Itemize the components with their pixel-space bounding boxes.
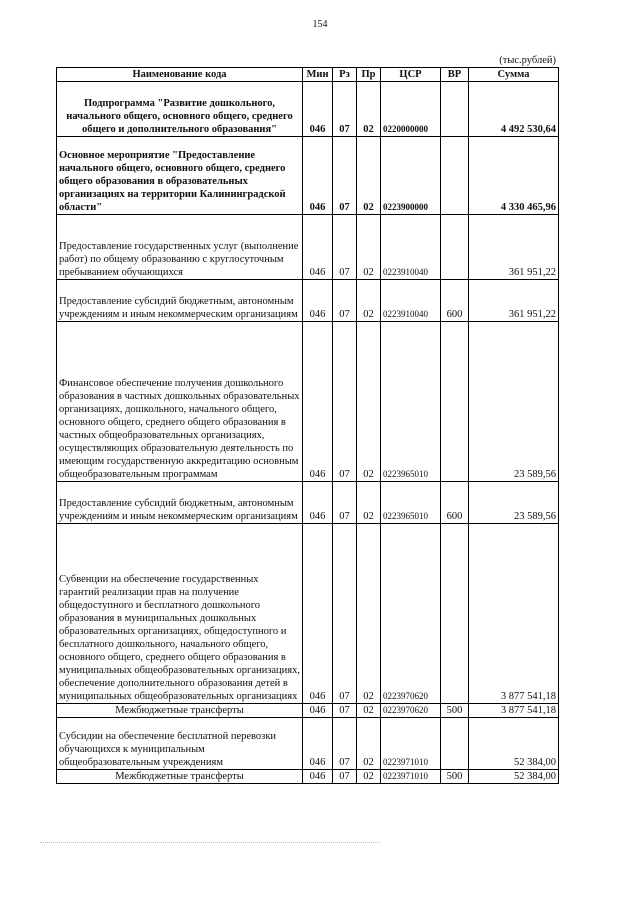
row-min: 046 <box>303 215 333 280</box>
header-csr: ЦСР <box>381 68 441 82</box>
table-row <box>57 322 559 482</box>
header-rz: Рз <box>333 68 357 82</box>
row-sum: 3 877 541,18 <box>469 704 559 718</box>
header-sum: Сумма <box>469 68 559 82</box>
table-header-row <box>57 68 559 82</box>
row-rz: 07 <box>333 137 357 215</box>
row-csr: 0223910040 <box>381 215 441 280</box>
row-sum: 361 951,22 <box>469 215 559 280</box>
scan-noise-line <box>40 842 380 844</box>
row-name: Предоставление субсидий бюджетным, автономным учреждениям и иным некоммерческим организациям <box>57 482 303 524</box>
row-pr: 02 <box>357 482 381 524</box>
row-rz: 07 <box>333 524 357 704</box>
row-sum: 52 384,00 <box>469 770 559 784</box>
row-sum: 52 384,00 <box>469 718 559 770</box>
row-sum: 23 589,56 <box>469 482 559 524</box>
table-row <box>57 137 559 215</box>
row-rz: 07 <box>333 82 357 137</box>
row-min: 046 <box>303 770 333 784</box>
page-number: 154 <box>312 19 328 30</box>
row-sum: 3 877 541,18 <box>469 524 559 704</box>
row-name: Предоставление субсидий бюджетным, автономным учреждениям и иным некоммерческим организациям <box>57 280 303 322</box>
row-pr: 02 <box>357 280 381 322</box>
row-vr: 500 <box>441 770 469 784</box>
row-pr: 02 <box>357 137 381 215</box>
table-row <box>57 770 559 784</box>
row-name: Предоставление государственных услуг (выполнение работ) по общему образованию с круглосуточным пребыванием обучающихся <box>57 215 303 280</box>
row-name: Финансовое обеспечение получения дошкольного образования в частных дошкольных образовательных организациях, дошкольного, начального общего, основного общего, среднего общего образования в частных общеобразовательных организациях, осуществляющих образовательную деятельность по имеющим государственную аккредитацию основным общеобразовательным программам <box>57 322 303 482</box>
row-csr: 0223971010 <box>381 770 441 784</box>
row-csr: 0220000000 <box>381 82 441 137</box>
row-vr <box>441 524 469 704</box>
row-sum: 4 492 530,64 <box>469 82 559 137</box>
row-rz: 07 <box>333 280 357 322</box>
row-rz: 07 <box>333 704 357 718</box>
row-pr: 02 <box>357 322 381 482</box>
row-pr: 02 <box>357 82 381 137</box>
table-row <box>57 718 559 770</box>
row-name: Подпрограмма "Развитие дошкольного, начального общего, основного общего, среднего общего и дополнительного образования" <box>57 82 303 137</box>
row-name: Основное мероприятие "Предоставление начального общего, основного общего, среднего общего образования в образовательных организациях на территории Калининградской области" <box>57 137 303 215</box>
table-row <box>57 82 559 137</box>
header-vr: ВР <box>441 68 469 82</box>
row-rz: 07 <box>333 770 357 784</box>
table-row <box>57 280 559 322</box>
row-rz: 07 <box>333 718 357 770</box>
row-pr: 02 <box>357 718 381 770</box>
row-name: Межбюджетные трансферты <box>57 704 303 718</box>
row-csr: 0223971010 <box>381 718 441 770</box>
row-rz: 07 <box>333 482 357 524</box>
row-min: 046 <box>303 718 333 770</box>
table-row <box>57 215 559 280</box>
row-csr: 0223900000 <box>381 137 441 215</box>
table-row <box>57 704 559 718</box>
row-min: 046 <box>303 280 333 322</box>
row-pr: 02 <box>357 215 381 280</box>
row-csr: 0223910040 <box>381 280 441 322</box>
row-vr <box>441 215 469 280</box>
row-csr: 0223965010 <box>381 482 441 524</box>
row-rz: 07 <box>333 215 357 280</box>
row-sum: 4 330 465,96 <box>469 137 559 215</box>
row-vr <box>441 82 469 137</box>
row-vr: 500 <box>441 704 469 718</box>
row-min: 046 <box>303 482 333 524</box>
table-row <box>57 482 559 524</box>
row-min: 046 <box>303 82 333 137</box>
row-csr: 0223965010 <box>381 322 441 482</box>
row-name: Межбюджетные трансферты <box>57 770 303 784</box>
row-name: Субсидии на обеспечение бесплатной перевозки обучающихся к муниципальным общеобразовательным учреждениям <box>57 718 303 770</box>
row-pr: 02 <box>357 704 381 718</box>
row-min: 046 <box>303 704 333 718</box>
row-pr: 02 <box>357 524 381 704</box>
row-sum: 361 951,22 <box>469 280 559 322</box>
row-min: 046 <box>303 322 333 482</box>
row-vr: 600 <box>441 482 469 524</box>
row-sum: 23 589,56 <box>469 322 559 482</box>
row-min: 046 <box>303 524 333 704</box>
row-vr <box>441 718 469 770</box>
row-rz: 07 <box>333 322 357 482</box>
row-csr: 0223970620 <box>381 704 441 718</box>
row-csr: 0223970620 <box>381 524 441 704</box>
row-name: Субвенции на обеспечение государственных гарантий реализации прав на получение общедоступного и бесплатного дошкольного образования в муниципальных дошкольных образовательных организациях, общедоступного и бесплатного дошкольного, начального общего, основного общего, среднего общего образования в муниципальных общеобразовательных организациях, обеспечение дополнительного образования детей в муниципальных общеобразовательных организациях <box>57 524 303 704</box>
table-row <box>57 524 559 704</box>
header-name: Наименование кода <box>57 68 303 82</box>
row-min: 046 <box>303 137 333 215</box>
row-vr: 600 <box>441 280 469 322</box>
units-label: (тыс.рублей) <box>499 55 556 66</box>
row-vr <box>441 137 469 215</box>
row-vr <box>441 322 469 482</box>
header-pr: Пр <box>357 68 381 82</box>
row-pr: 02 <box>357 770 381 784</box>
budget-table <box>56 67 559 784</box>
header-min: Мин <box>303 68 333 82</box>
